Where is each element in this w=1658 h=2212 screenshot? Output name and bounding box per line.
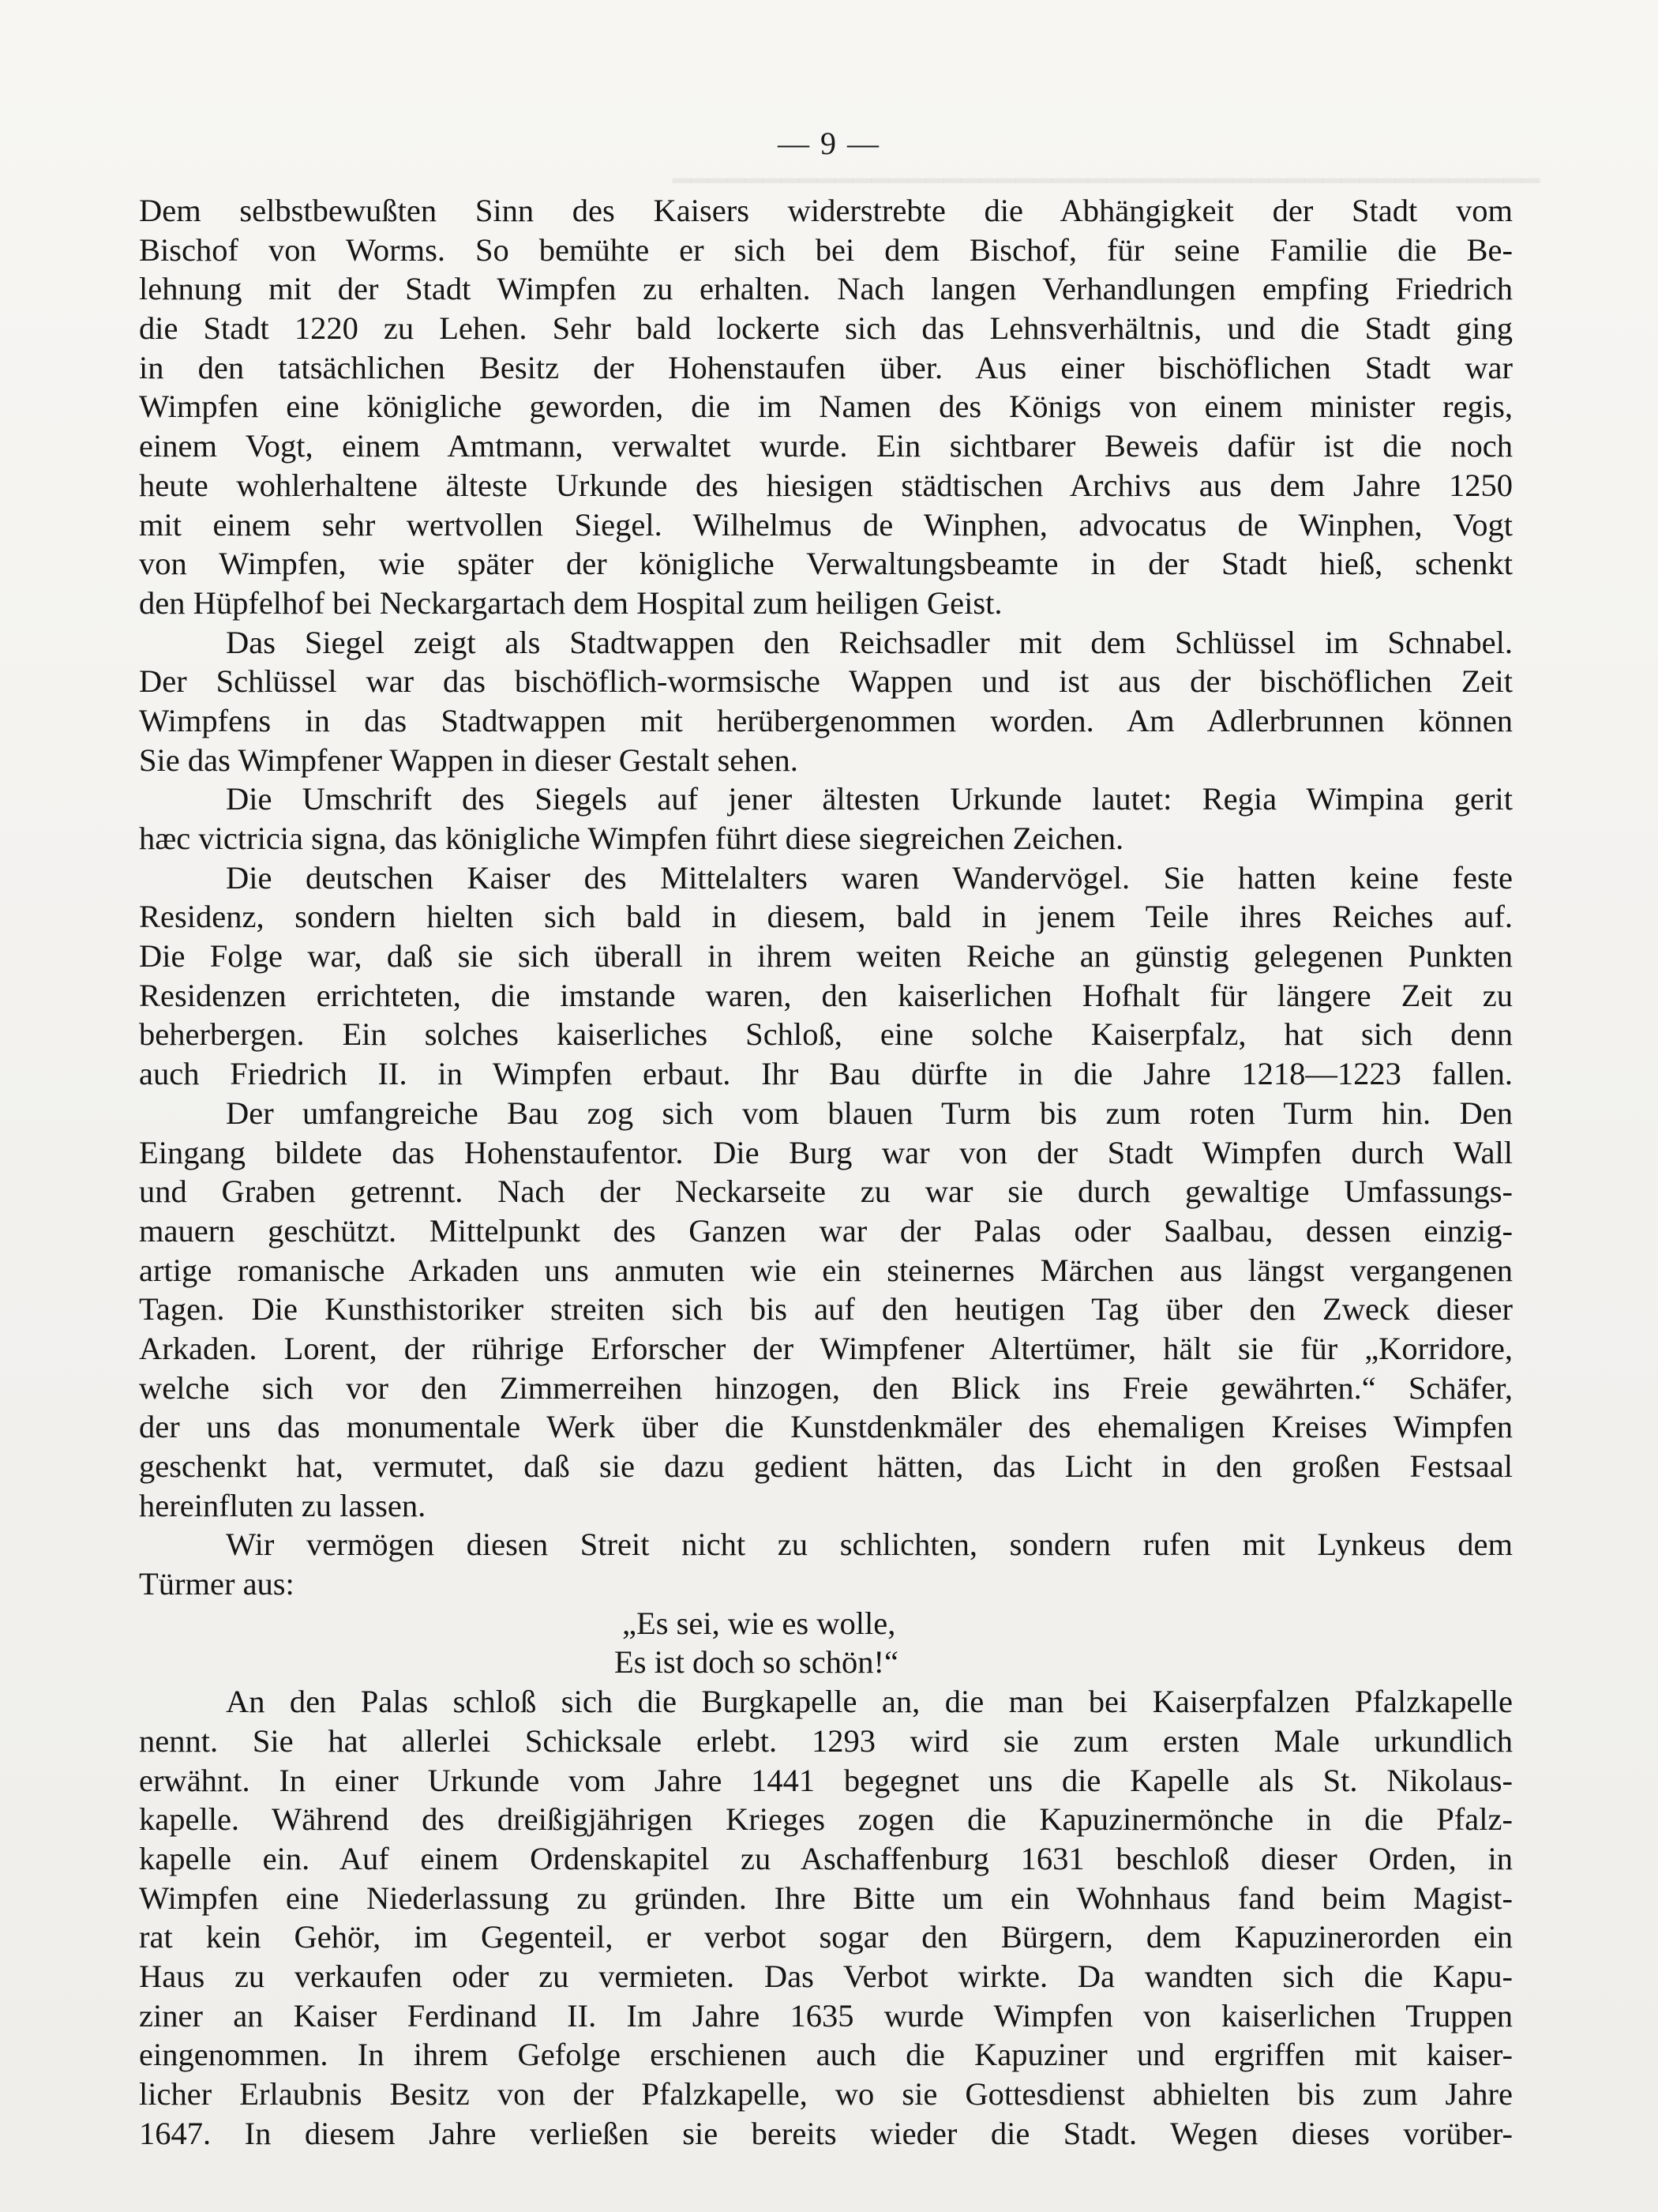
text-line: Wimpfens in das Stadtwappen mit herübergenommen worden. Am Adlerbrunnen können [139,702,1513,738]
text-line: beherbergen. Ein solches kaiserliches Schloß, eine solche Kaiserpfalz, hat sich denn [139,1016,1513,1053]
text-line: den Hüpfelhof bei Neckargartach dem Hospital zum heiligen Geist. [139,584,1003,621]
text-line: Dem selbstbewußten Sinn des Kaisers widerstrebte die Abhängigkeit der Stadt vom [139,193,1513,228]
text-line: Residenzen errichteten, die imstande waren, den kaiserlichen Hofhalt für längere Zeit zu [139,977,1513,1013]
text-line: auch Friedrich II. in Wimpfen erbaut. Ihr Bau dürfte in die Jahre 1218—1223 fallen. [139,1056,1513,1092]
text-line: hæc victricia signa, das königliche Wimpfen führt diese siegreichen Zeichen. [139,821,1124,856]
text-line: Die Folge war, daß sie sich überall in ihrem weiten Reiche an günstig gelegenen Punkten [139,938,1513,975]
text-line: licher Erlaubnis Besitz von der Pfalzkapelle, wo sie Gottesdienst abhielten bis zum Jahre [139,2076,1513,2112]
text-line: der uns das monumentale Werk über die Kunstdenkmäler des ehemaligen Kreises Wimpfen [139,1409,1513,1445]
text-line: lehnung mit der Stadt Wimpfen zu erhalten. Nach langen Verhandlungen empfing Friedrich [139,271,1513,307]
text-line: heute wohlerhaltene älteste Urkunde des hiesigen städtischen Archivs aus dem Jahre 1250 [139,467,1513,503]
text-line: erwähnt. In einer Urkunde vom Jahre 1441 begegnet uns die Kapelle als St. Nikolaus- [139,1762,1513,1798]
text-line: Die deutschen Kaiser des Mittelalters waren Wandervögel. Sie hatten keine feste [226,859,1513,896]
text-line: Residenz, sondern hielten sich bald in diesem, bald in jenem Teile ihres Reiches auf. [139,899,1513,935]
text-line: eingenommen. In ihrem Gefolge erschienen auch die Kapuziner und ergriffen mit kaiser- [139,2037,1513,2073]
text-line: Bischof von Worms. So bemühte er sich bei dem Bischof, für seine Familie die Be- [139,231,1513,268]
text-line: Sie das Wimpfener Wappen in dieser Gestalt sehen. [139,742,798,778]
text-line: von Wimpfen, wie später der königliche Verwaltungsbeamte in der Stadt hieß, schenkt [139,546,1513,582]
text-line: Arkaden. Lorent, der rührige Erforscher der Wimpfener Altertümer, hält sie für „Korridore, [139,1330,1513,1366]
text-line: Es ist doch so schön!“ [614,1644,898,1681]
bleed-through-texture: ━━━━━━━━━━━━━━━━━━━━━━━━━━━━━━━━━━━━━━━━━━━━━━━━ [672,163,1540,198]
text-line: artige romanische Arkaden uns anmuten wie ein steinernes Märchen aus längst vergangenen [139,1252,1513,1288]
text-line: hereinfluten zu lassen. [139,1487,426,1523]
text-line: Türmer aus: [139,1566,294,1602]
text-line: Wimpfen eine königliche geworden, die im Namen des Königs von einem minister regis, [139,389,1513,425]
text-line: Der Schlüssel war das bischöflich-wormsische Wappen und ist aus der bischöflichen Zeit [139,663,1513,700]
text-line: An den Palas schloß sich die Burgkapelle an, die man bei Kaiserpfalzen Pfalzkapelle [226,1684,1513,1720]
text-line: und Graben getrennt. Nach der Neckarseite zu war sie durch gewaltige Umfassungs- [139,1174,1513,1210]
text-line: ziner an Kaiser Ferdinand II. Im Jahre 1635 wurde Wimpfen von kaiserlichen Truppen [139,1997,1513,2034]
text-line: 1647. In diesem Jahre verließen sie bereits wieder die Stadt. Wegen dieses vorüber- [139,2115,1513,2151]
text-line: Eingang bildete das Hohenstaufentor. Die Burg war von der Stadt Wimpfen durch Wall [139,1134,1513,1170]
text-line: „Es sei, wie es wolle, [622,1605,896,1641]
text-line: Der umfangreiche Bau zog sich vom blauen Turm bis zum roten Turm hin. Den [226,1095,1513,1131]
text-line: die Stadt 1220 zu Lehen. Sehr bald lockerte sich das Lehnsverhältnis, und die Stadt ging [139,310,1513,347]
text-line: kapelle ein. Auf einem Ordenskapitel zu Aschaffenburg 1631 beschloß dieser Orden, in [139,1840,1513,1876]
text-line: Wimpfen eine Niederlassung zu gründen. Ihre Bitte um ein Wohnhaus fand beim Magist- [139,1880,1513,1916]
text-line: rat kein Gehör, im Gegenteil, er verbot sogar den Bürgern, dem Kapuzinerorden ein [139,1919,1513,1955]
text-line: mit einem sehr wertvollen Siegel. Wilhelmus de Winphen, advocatus de Winphen, Vogt [139,506,1513,543]
text-line: welche sich vor den Zimmerreihen hinzogen, den Blick ins Freie gewährten.“ Schäfer, [139,1369,1513,1406]
text-line: geschenkt hat, vermutet, daß sie dazu gedient hätten, das Licht in den großen Festsaal [139,1448,1513,1484]
text-line: Die Umschrift des Siegels auf jener ältesten Urkunde lautet: Regia Wimpina gerit [226,781,1513,817]
text-line: in den tatsächlichen Besitz der Hohenstaufen über. Aus einer bischöflichen Stadt war [139,349,1513,385]
text-line: nennt. Sie hat allerlei Schicksale erlebt. 1293 wird sie zum ersten Male urkundlich [139,1722,1513,1759]
text-line: Haus zu verkaufen oder zu vermieten. Das Verbot wirkte. Da wandten sich die Kapu- [139,1958,1513,1994]
text-line: Tagen. Die Kunsthistoriker streiten sich bis auf den heutigen Tag über den Zweck dieser [139,1291,1513,1328]
body-text [139,191,1513,2153]
text-line: kapelle. Während des dreißigjährigen Krieges zogen die Kapuzinermönche in die Pfalz- [139,1801,1513,1838]
text-line: einem Vogt, einem Amtmann, verwaltet wurde. Ein sichtbarer Beweis dafür ist die noch [139,428,1513,464]
text-line: Wir vermögen diesen Streit nicht zu schlichten, sondern rufen mit Lynkeus dem [226,1527,1513,1563]
page-number: — 9 — [778,126,880,161]
text-line: mauern geschützt. Mittelpunkt des Ganzen war der Palas oder Saalbau, dessen einzig- [139,1212,1513,1249]
text-line: Das Siegel zeigt als Stadtwappen den Reichsadler mit dem Schlüssel im Schnabel. [226,624,1513,660]
